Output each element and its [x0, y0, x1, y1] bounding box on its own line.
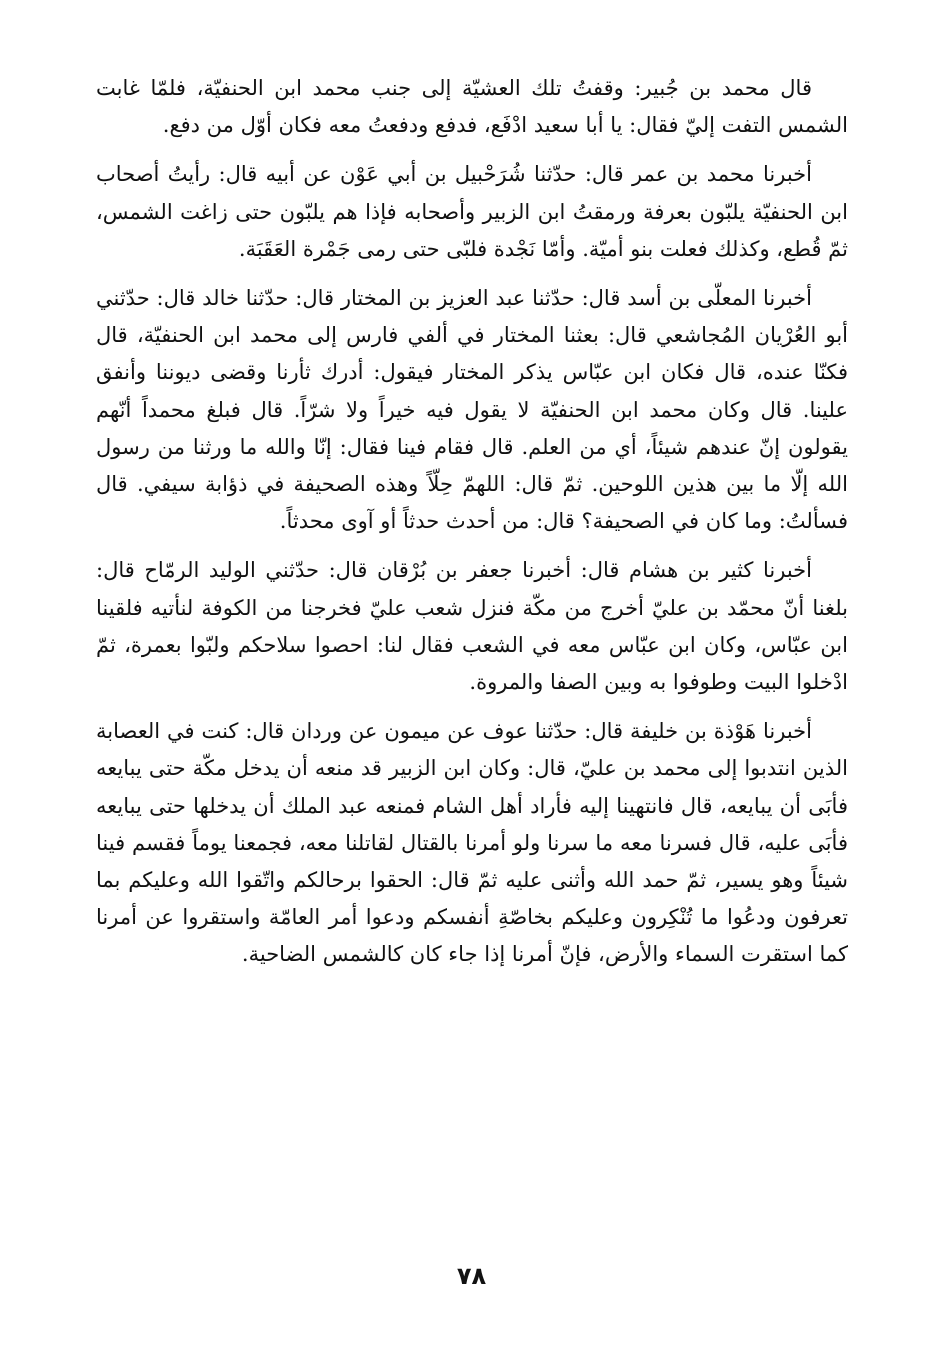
paragraph-2: أخبرنا محمد بن عمر قال: حدّثنا شُرَحْبيل بن أبي عَوْن عن أبيه قال: رأيتُ أصحاب ابن الحنفيّة يلبّون بعرفة ورمقتُ ابن الزبير وأصحابه فإذا هم يلبّون حتى زاغت الشمس، ثمّ قُطع، وكذلك فعلت بنو أميّة. وأمّا نَجْدة فلبّى حتى رمى جَمْرة العَقَبَة.: [96, 162, 848, 261]
page-number: ٧٨: [456, 1262, 487, 1290]
paragraph-1: قال محمد بن جُبير: وقفتُ تلك العشيّة إلى جنب محمد ابن الحنفيّة، فلمّا غابت الشمس التفت إليّ فقال: يا أبا سعيد ادْفَع، فدفع ودفعتُ معه فكان أوّل من دفع.: [96, 76, 848, 138]
paragraph-5: أخبرنا هَوْذة بن خليفة قال: حدّثنا عوف عن ميمون عن وردان قال: كنت في العصابة الذين انتدبوا إلى محمد بن عليّ، قال: وكان ابن الزبير قد منعه أن يدخل مكّة حتى يبايعه فأبَى أن يبايعه، قال فانتهينا إليه فأراد أهل الشام فمنعه عبد الملك أن يدخلها حتى يبايعه فأبَى عليه، قال فسرنا معه ما سرنا ولو أمرنا بالقتال لقاتلنا معه، فجمعنا يوماً فقسم فينا شيئاً وهو يسير، ثمّ حمد الله وأثنى عليه ثمّ قال: الحقوا برحالكم واتّقوا الله وعليكم بما تعرفون ودعُوا ما تُنْكِرون وعليكم بخاصّةِ أنفسكم ودعوا أمر العامّة واستقروا عن أمرنا كما استقرت السماء والأرض، فإنّ أمرنا إذا جاء كان كالشمس الضاحية.: [96, 719, 848, 967]
paragraph-3: أخبرنا المعلّى بن أسد قال: حدّثنا عبد العزيز بن المختار قال: حدّثنا خالد قال: حدّثني أبو العُرْيان المُجاشعي قال: بعثنا المختار في ألفي فارس إلى محمد ابن الحنفيّة، قال فكنّا عنده، قال فكان ابن عبّاس يذكر المختار فيقول: أدرك ثأرنا وقضى ديوننا وأنفق علينا. قال وكان محمد ابن الحنفيّة لا يقول فيه خيراً ولا شرّاً. قال فبلغ محمداً أنّهم يقولون إنّ عندهم شيئاً، أي من العلم. قال فقام فينا فقال: إنّا والله ما ورثنا من رسول الله إلّا ما بين هذين اللوحين. ثمّ قال: اللهمّ حِلّاً وهذه الصحيفة في ذؤابة سيفي. قال فسألتُ: وما كان في الصحيفة؟ قال: من أحدث حدثاً أو آوى محدثاً.: [96, 286, 848, 534]
page-body: [96, 70, 848, 986]
paragraph-4: أخبرنا كثير بن هشام قال: أخبرنا جعفر بن بُرْقان قال: حدّثني الوليد الرمّاح قال: بلغنا أنّ محمّد بن عليّ أخرج من مكّة فنزل شعب عليّ فخرجنا من الكوفة لنأتيه فلقينا ابن عبّاس، وكان ابن عبّاس معه في الشعب فقال لنا: احصوا سلاحكم ولبّوا بعمرة، ثمّ ادْخلوا البيت وطوفوا به وبين الصفا والمروة.: [96, 558, 848, 695]
